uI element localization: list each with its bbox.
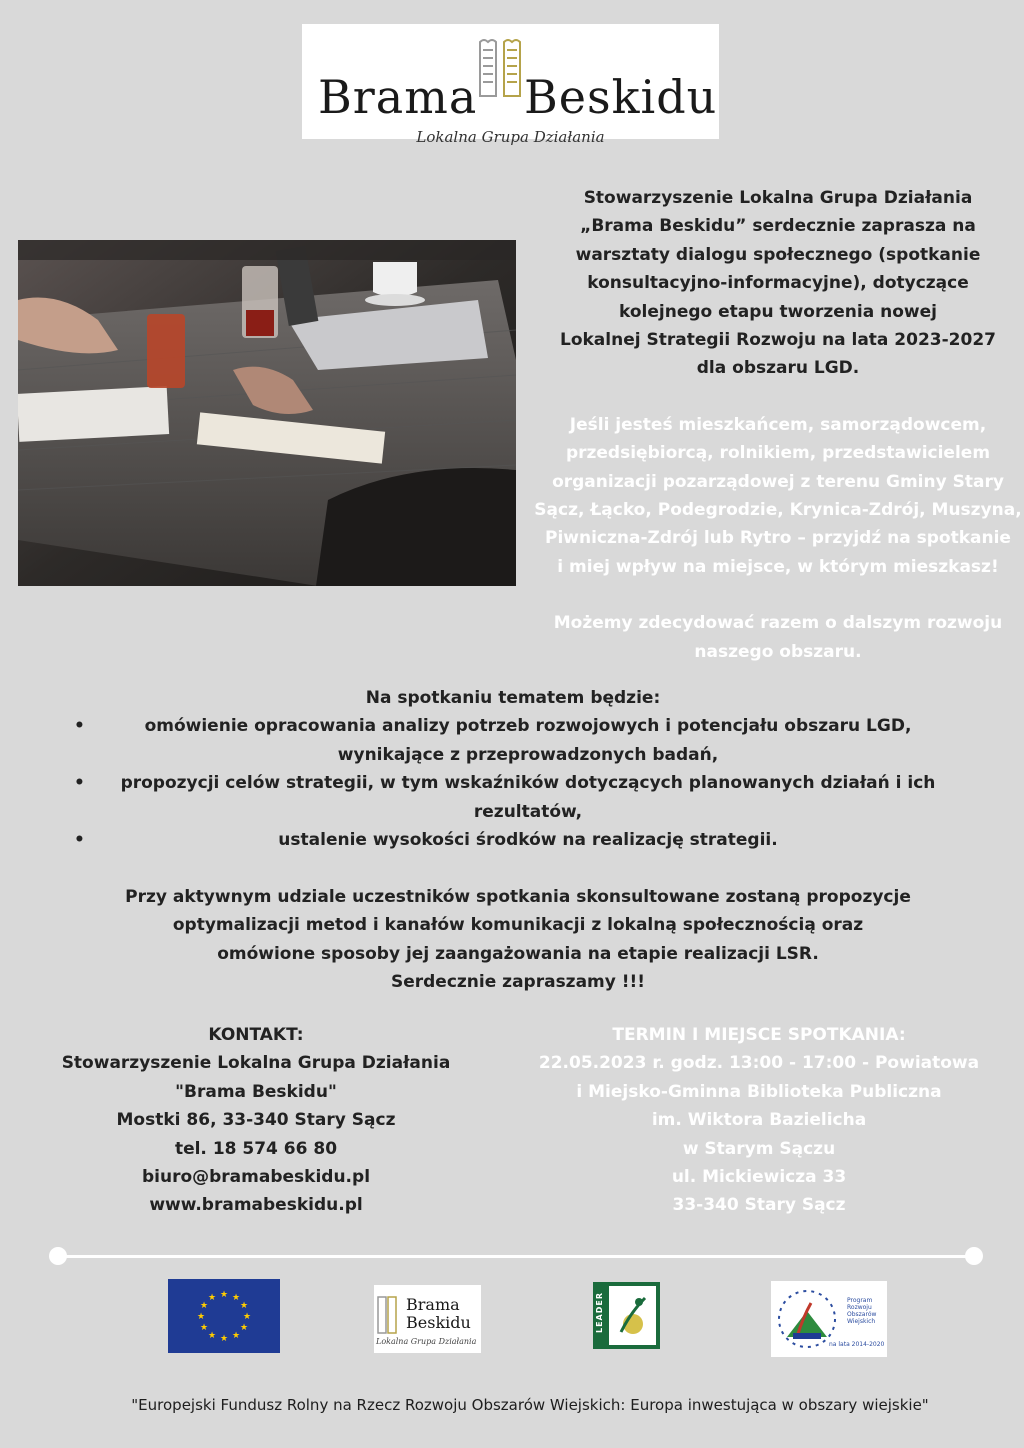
bullet-icon: • bbox=[74, 716, 85, 737]
workshop-photo bbox=[18, 240, 516, 586]
svg-text:★: ★ bbox=[219, 1334, 229, 1344]
venue-city: 33-340 Stary Sącz bbox=[672, 1195, 846, 1216]
invite-line: i miej wpływ na miejsce, w którym mieszkasz! bbox=[557, 556, 999, 577]
closing-section bbox=[60, 883, 976, 997]
logo-subtitle: Lokalna Grupa Działania bbox=[416, 128, 605, 146]
contact-address: Mostki 86, 33-340 Stary Sącz bbox=[116, 1110, 396, 1131]
closing-line: optymalizacji metod i kanałów komunikacji z lokalną społecznością oraz bbox=[172, 915, 864, 936]
intro-line: Stowarzyszenie Lokalna Grupa Działania bbox=[583, 188, 973, 208]
list-item bbox=[60, 712, 966, 769]
decide-paragraph bbox=[530, 609, 1024, 666]
venue-section bbox=[520, 1021, 998, 1220]
decide-line: Możemy zdecydować razem o dalszym rozwoju bbox=[553, 613, 1003, 634]
prow-text bbox=[847, 1297, 876, 1325]
eu-flag-logo bbox=[168, 1279, 280, 1353]
invite-paragraph bbox=[530, 411, 1024, 581]
prow-logo bbox=[771, 1281, 887, 1357]
logo-word-brama: Brama bbox=[318, 70, 478, 124]
intro-line: kolejnego etapu tworzenia nowej bbox=[619, 301, 937, 322]
svg-text:★: ★ bbox=[242, 1312, 252, 1322]
bullet-icon: • bbox=[74, 773, 85, 794]
intro-line: dla obszaru LGD. bbox=[696, 358, 860, 379]
svg-text:★: ★ bbox=[199, 1301, 209, 1311]
prow-line: Rozwoju bbox=[847, 1304, 872, 1311]
venue-heading: TERMIN I MIEJSCE SPOTKANIA: bbox=[612, 1025, 906, 1045]
topics-list bbox=[60, 712, 966, 854]
leader-text: LEADER bbox=[595, 1291, 605, 1334]
topic-line: rezultatów, bbox=[473, 801, 583, 822]
small-logo-word2: Beskidu bbox=[406, 1313, 471, 1332]
invite-line: Piwniczna-Zdrój lub Rytro – przyjdź na spotkanie bbox=[545, 528, 1011, 549]
svg-text:★: ★ bbox=[196, 1312, 206, 1322]
svg-text:★: ★ bbox=[199, 1323, 209, 1333]
intro-line: konsultacyjno-informacyjne), dotyczące bbox=[587, 273, 969, 294]
topic-line: omówienie opracowania analizy potrzeb rozwojowych i potencjału obszaru LGD, bbox=[144, 716, 912, 737]
prow-years: na lata 2014-2020 bbox=[829, 1341, 885, 1348]
list-item bbox=[60, 826, 966, 854]
svg-text:★: ★ bbox=[219, 1290, 229, 1300]
contact-phone[interactable]: tel. 18 574 66 80 bbox=[174, 1138, 338, 1159]
small-logo-word1: Brama bbox=[406, 1295, 460, 1314]
prow-line: Wiejskich bbox=[847, 1318, 876, 1325]
contact-website-link[interactable]: www.bramabeskidu.pl bbox=[149, 1195, 363, 1216]
invite-line: organizacji pozarządowej z terenu Gminy Stary bbox=[552, 471, 1004, 492]
venue-street: ul. Mickiewicza 33 bbox=[671, 1167, 847, 1188]
header-logo bbox=[302, 24, 719, 146]
svg-text:★: ★ bbox=[231, 1331, 241, 1341]
invite-line: przedsiębiorcą, rolnikiem, przedstawicielem bbox=[565, 443, 991, 464]
closing-line: Przy aktywnym udziale uczestników spotkania skonsultowane zostaną propozycje bbox=[125, 887, 911, 907]
leader-logo bbox=[593, 1282, 660, 1349]
topic-line: wynikające z przeprowadzonych badań, bbox=[337, 744, 719, 765]
contact-section bbox=[30, 1021, 482, 1220]
svg-text:★: ★ bbox=[231, 1293, 241, 1303]
intro-line: „Brama Beskidu” serdecznie zaprasza na bbox=[580, 216, 976, 237]
small-logo-subtitle: Lokalna Grupa Działania bbox=[376, 1337, 477, 1346]
topics-section bbox=[60, 684, 966, 854]
closing-line: Serdecznie zapraszamy !!! bbox=[390, 972, 646, 993]
topic-line: ustalenie wysokości środków na realizację strategii. bbox=[278, 830, 778, 851]
intro-text bbox=[530, 184, 1024, 666]
closing-paragraph bbox=[60, 883, 976, 997]
svg-text:★: ★ bbox=[207, 1293, 217, 1303]
logo-word-beskidu: Beskidu bbox=[524, 70, 718, 124]
contact-email-link[interactable]: biuro@bramabeskidu.pl bbox=[141, 1167, 371, 1188]
bullet-icon: • bbox=[74, 830, 85, 851]
footer-text: "Europejski Fundusz Rolny na Rzecz Rozwoju Obszarów Wiejskich: Europa inwestująca w obszary wiejskie" bbox=[131, 1396, 929, 1414]
intro-line: Lokalnej Strategii Rozwoju na lata 2023-2027 bbox=[559, 330, 996, 351]
prow-line: Obszarów bbox=[847, 1311, 877, 1318]
decide-line: naszego obszaru. bbox=[694, 641, 862, 662]
invite-line: Jeśli jesteś mieszkańcem, samorządowcem, bbox=[569, 414, 987, 435]
contact-heading: KONTAKT: bbox=[208, 1025, 304, 1045]
logo-ornament-icon bbox=[474, 36, 526, 102]
topic-line: propozycji celów strategii, w tym wskaźników dotyczących planowanych działań i ich bbox=[120, 773, 936, 794]
closing-line: omówione sposoby jej zaangażowania na etapie realizacji LSR. bbox=[217, 943, 819, 964]
brama-beskidu-small-logo bbox=[374, 1285, 481, 1353]
svg-text:★: ★ bbox=[207, 1331, 217, 1341]
prow-line: Program bbox=[847, 1297, 873, 1304]
contact-org-name: "Brama Beskidu" bbox=[175, 1081, 337, 1102]
list-item bbox=[60, 769, 966, 826]
divider-line bbox=[58, 1255, 974, 1258]
divider-dot-right bbox=[965, 1247, 983, 1265]
venue-line: i Miejsko-Gminna Biblioteka Publiczna bbox=[576, 1081, 942, 1102]
topics-title: Na spotkaniu tematem będzie: bbox=[365, 688, 661, 708]
eu-stars-icon bbox=[168, 1279, 280, 1353]
venue-line: w Starym Sączu bbox=[682, 1138, 836, 1159]
intro-paragraph bbox=[530, 184, 1024, 383]
venue-line: im. Wiktora Bazielicha bbox=[651, 1110, 867, 1131]
venue-date: 22.05.2023 r. godz. 13:00 - 17:00 - Powiatowa bbox=[538, 1053, 980, 1074]
svg-text:★: ★ bbox=[239, 1301, 249, 1311]
svg-text:★: ★ bbox=[239, 1323, 249, 1333]
invite-line: Sącz, Łącko, Podegrodzie, Krynica-Zdrój, Muszyna, bbox=[534, 500, 1022, 521]
contact-org: Stowarzyszenie Lokalna Grupa Działania bbox=[61, 1053, 451, 1074]
intro-line: warsztaty dialogu społecznego (spotkanie bbox=[575, 244, 981, 265]
